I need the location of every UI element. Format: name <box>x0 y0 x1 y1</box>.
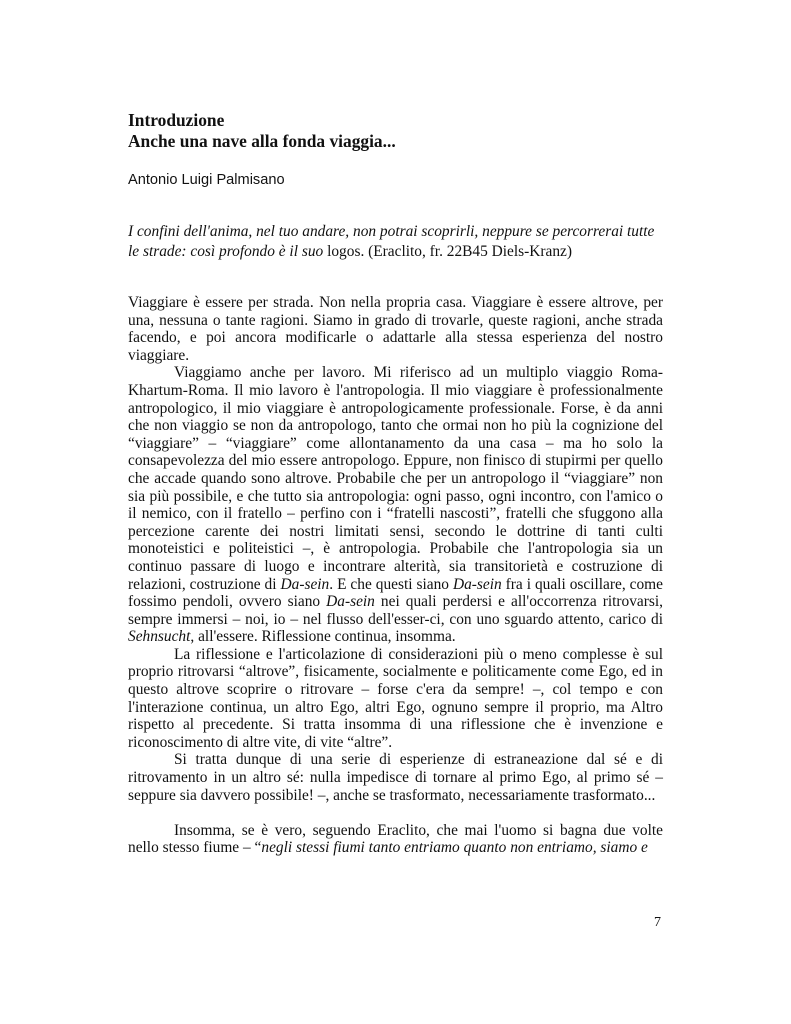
epigraph-term: logos <box>327 242 361 260</box>
paragraph-2-term-2: Da-sein <box>452 575 502 593</box>
paragraph-2 <box>128 364 663 646</box>
paragraph-5-text: Insomma, se è vero, seguendo Eraclito, che mai l'uomo si bagna due volte nello stesso fiume – “ <box>128 821 663 857</box>
paragraph-2-term-4: Sehnsucht <box>128 628 191 646</box>
paragraph-2-text-c: fra i quali oscillare, come fossimo pendoli, ovvero siano <box>128 575 663 611</box>
paragraph-4: Si tratta dunque di una serie di esperienze di estraneazione dal sé e di ritrovamento in un altro sé: nulla impedisce di tornare al primo Ego, al primo sé – seppure sia davvero possibile! –, anche se trasformato, necessariamente trasformato... <box>128 751 663 804</box>
epigraph-quote: I confini dell'anima, nel tuo andare, non potrai scoprirli, neppure se percorrerai tutte le strade: così profondo è il suo <box>128 223 655 260</box>
body-text <box>128 294 663 857</box>
epigraph-citation: . (Eraclito, fr. 22B45 Diels-Kranz) <box>360 242 572 260</box>
chapter-title: Introduzione <box>128 110 225 130</box>
chapter-heading <box>128 110 668 152</box>
paragraph-2-term-3: Da-sein <box>326 593 375 611</box>
page-number: 7 <box>654 915 661 930</box>
paragraph-1: Viaggiare è essere per strada. Non nella propria casa. Viaggiare è essere altrove, per una, nessuna o tante ragioni. Siamo in grado di trovarle, queste ragioni, anche strada facendo, e poi ancora modificarle o adattarle alla stessa esperienza del nostro viaggiare. <box>128 294 663 364</box>
author-name: Antonio Luigi Palmisano <box>128 172 285 188</box>
paragraph-2-text-a: Viaggiamo anche per lavoro. Mi riferisco ad un multiplo viaggio Roma-Khartum-Roma. Il mio lavoro è l'antropologia. Il mio viaggiare è professionalmente antropologico, il mio viaggiare è antropologicamente professionale. Forse, è da anni che non viaggio se non da antropologo, tanto che ormai non ho più la cognizione del “viaggiare” – “viaggiare” come allontanamento da una casa – ma ho solo la consapevolezza del mio essere antropologo. Eppure, non finisco di stupirmi per quello che accade quando sono altrove. Probabile che per un antropologo il “viaggiare” non sia più possibile, e che tutto sia antropologia: ogni passo, ogni incontro, con l'amico o il nemico, con il fratello – perfino con i “fratelli nascosti”, fratelli che sfuggono alla percezione carente dei nostri limitati sensi, secondo le dottrine di tanti culti monoteistici e politeistici –, è antropologia. Probabile che l'antropologia sia un continuo passare di luogo e incontrare alterità, sia transitorietà e costruzione di relazioni, costruzione di <box>128 364 663 593</box>
epigraph <box>128 222 664 261</box>
paragraph-5 <box>128 822 663 857</box>
paragraph-3: La riflessione e l'articolazione di considerazioni più o meno complesse è sul proprio ritrovarsi “altrove”, fisicamente, socialmente e politicamente come Ego, ed in questo altrove scoprire o ritrovare – forse c'era da sempre! –, col tempo e con l'interazione continua, un altro Ego, altri Ego, ognuno sempre il proprio, ma Altro rispetto al precedente. Si tratta insomma di una riflessione che è invenzione e riconoscimento di altre vite, di vite “altre”. <box>128 645 663 751</box>
paragraph-2-text-d: nei quali perdersi e all'occorrenza ritrovarsi, sempre immersi – noi, io – nel flusso dell'esser-ci, con uno sguardo attento, carico di <box>128 593 663 628</box>
paragraph-2-text-b: . E che questi siano <box>329 575 449 593</box>
chapter-subtitle: Anche una nave alla fonda viaggia... <box>128 131 396 151</box>
paragraph-2-term-1: Da-sein <box>280 575 330 593</box>
paragraph-5-quote: negli stessi fiumi tanto entriamo quanto non entriamo, siamo e <box>261 839 648 857</box>
paragraph-2-text-e: , all'essere. Riflessione continua, insomma. <box>190 628 456 646</box>
